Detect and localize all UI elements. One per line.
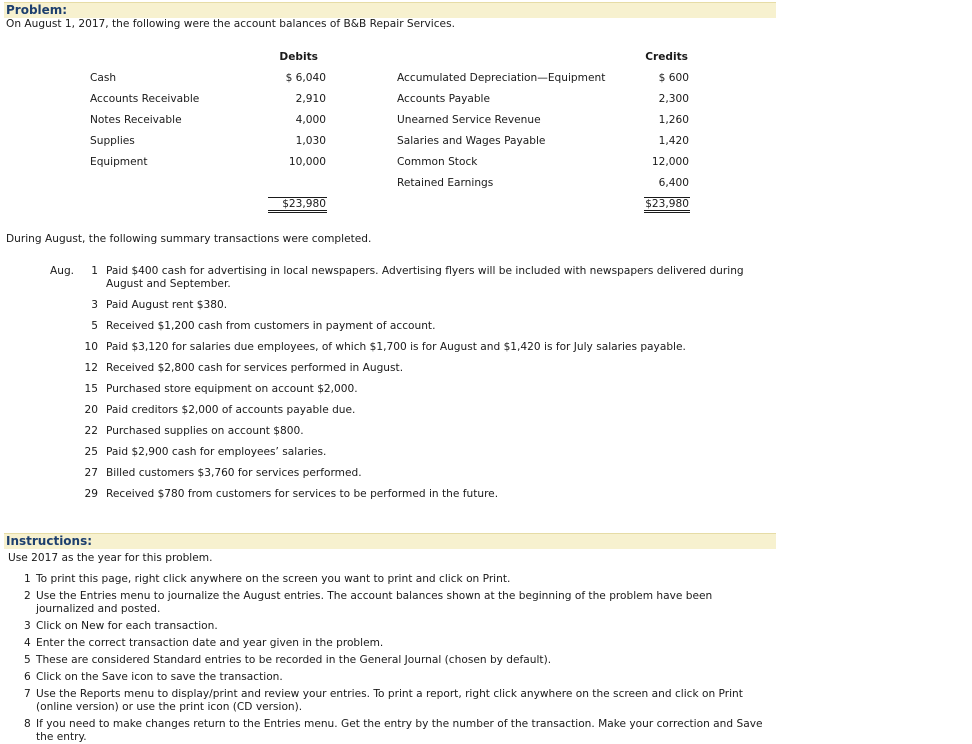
- instruction-text: Click on New for each transaction.: [36, 620, 218, 632]
- debit-account: Equipment: [90, 156, 148, 168]
- transaction-text: Purchased store equipment on account $2,000.: [106, 383, 358, 395]
- transaction-text: Paid creditors $2,000 of accounts payable due.: [106, 404, 356, 416]
- transaction-day: 25: [84, 446, 98, 458]
- instruction-text: Click on the Save icon to save the transaction.: [36, 671, 283, 683]
- credit-amount: 12,000: [651, 156, 689, 168]
- transaction-text: Paid $2,900 cash for employees’ salaries.: [106, 446, 327, 458]
- credit-amount: 2,300: [658, 93, 689, 105]
- transaction-text: Paid August rent $380.: [106, 299, 228, 311]
- transaction-text: Received $1,200 cash from customers in payment of account.: [106, 320, 436, 332]
- instruction-number: 3: [24, 620, 31, 632]
- transaction-text: Received $2,800 cash for services performed in August.: [106, 362, 404, 374]
- credit-amount: 1,420: [658, 135, 689, 147]
- transaction-day: 10: [84, 341, 98, 353]
- transaction-day: 20: [84, 404, 98, 416]
- credit-amount: $ 600: [658, 72, 689, 84]
- instruction-number: 6: [24, 671, 31, 683]
- transaction-text: Purchased supplies on account $800.: [106, 425, 304, 437]
- transaction-day: 5: [91, 320, 98, 332]
- transactions-intro: During August, the following summary transactions were completed.: [6, 233, 372, 245]
- instruction-text: These are considered Standard entries to be recorded in the General Journal (chosen by default).: [36, 654, 552, 666]
- debit-amount: 2,910: [295, 93, 326, 105]
- debit-total: $23,980: [268, 197, 327, 213]
- transaction-day: 15: [84, 383, 98, 395]
- instructions-heading: Instructions:: [4, 533, 776, 549]
- instruction-text: Use the Reports menu to display/print and review your entries. To print a report, right click anywhere on the screen and click on Print (online version) or use the print icon (CD version).: [36, 688, 743, 713]
- credit-account: Unearned Service Revenue: [397, 114, 541, 126]
- problem-heading: Problem:: [4, 2, 776, 18]
- instruction-text: To print this page, right click anywhere on the screen you want to print and click on Print.: [36, 573, 511, 585]
- credit-account: Common Stock: [397, 156, 478, 168]
- debit-amount: $ 6,040: [285, 72, 326, 84]
- instruction-number: 4: [24, 637, 31, 649]
- instruction-number: 2: [24, 590, 31, 602]
- transaction-text: Billed customers $3,760 for services performed.: [106, 467, 362, 479]
- credit-account: Accounts Payable: [397, 93, 491, 105]
- debit-amount: 10,000: [288, 156, 326, 168]
- credit-total: $23,980: [644, 197, 690, 213]
- credit-amount: 6,400: [658, 177, 689, 189]
- transaction-text: Paid $400 cash for advertising in local newspapers. Advertising flyers will be included with newspapers delivered during August and September.: [106, 265, 744, 290]
- instruction-number: 5: [24, 654, 31, 666]
- instruction-text: Enter the correct transaction date and year given in the problem.: [36, 637, 384, 649]
- transaction-day: 27: [84, 467, 98, 479]
- instruction-text: Use the Entries menu to journalize the August entries. The account balances shown at the beginning of the problem have been journalized and posted.: [36, 590, 713, 615]
- instruction-text: If you need to make changes return to the Entries menu. Get the entry by the number of the transaction. Make your correction and Save the entry.: [36, 718, 763, 743]
- debit-account: Supplies: [90, 135, 135, 147]
- debit-account: Notes Receivable: [90, 114, 182, 126]
- transaction-day: 3: [91, 299, 98, 311]
- debit-amount: 4,000: [295, 114, 326, 126]
- transaction-text: Paid $3,120 for salaries due employees, of which $1,700 is for August and $1,420 is for July salaries payable.: [106, 341, 686, 353]
- credits-header: Credits: [645, 51, 688, 63]
- instruction-number: 1: [24, 573, 31, 585]
- credit-account: Retained Earnings: [397, 177, 494, 189]
- transaction-day: 12: [84, 362, 98, 374]
- transaction-day: 1: [91, 265, 98, 277]
- transaction-day: 29: [84, 488, 98, 500]
- transaction-text: Received $780 from customers for services to be performed in the future.: [106, 488, 499, 500]
- instruction-number: 8: [24, 718, 31, 730]
- debit-account: Cash: [90, 72, 117, 84]
- instructions-intro: Use 2017 as the year for this problem.: [8, 552, 213, 564]
- credit-account: Salaries and Wages Payable: [397, 135, 546, 147]
- month-label: Aug.: [50, 265, 75, 277]
- transaction-day: 22: [84, 425, 98, 437]
- debit-account: Accounts Receivable: [90, 93, 200, 105]
- problem-intro: On August 1, 2017, the following were the account balances of B&B Repair Services.: [6, 18, 455, 30]
- instruction-number: 7: [24, 688, 31, 700]
- debit-amount: 1,030: [295, 135, 326, 147]
- credit-account: Accumulated Depreciation—Equipment: [397, 72, 606, 84]
- credit-amount: 1,260: [658, 114, 689, 126]
- debits-header: Debits: [279, 51, 318, 63]
